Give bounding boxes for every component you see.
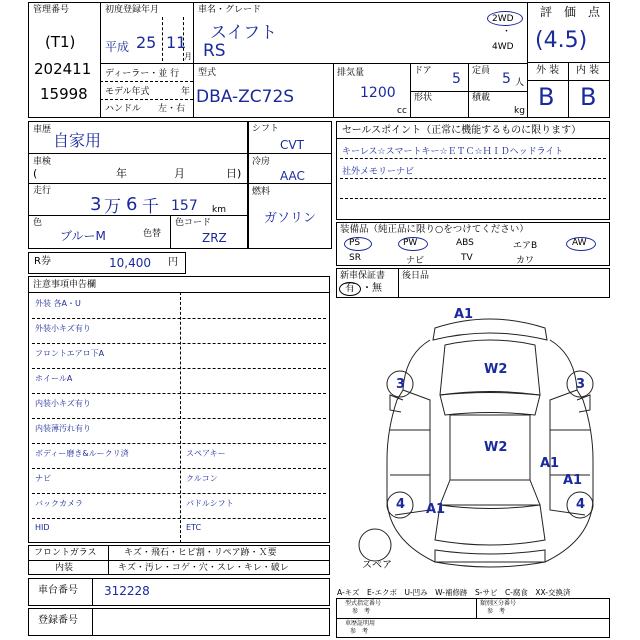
later-label: 後日品 (402, 271, 430, 281)
mgmt-label: 管理番号 (33, 5, 70, 15)
dealer-label: ディーラー・並 行 (105, 69, 180, 79)
score-label: 評 価 点 (540, 5, 601, 19)
footer-class-label: 類別区分番号 (480, 600, 517, 607)
note-right-8: パドルシフト (186, 499, 234, 508)
plate-label: 登録番号 (38, 615, 78, 626)
color-code-label: 色コード (175, 218, 212, 228)
warranty-label: 新車保証書 (340, 271, 386, 281)
mark-fr-tire: 3 (576, 377, 586, 392)
mileage-v1: 3 (90, 194, 102, 215)
sales-point-label: セールスポイント（正常に機能するものに限ります） (342, 125, 582, 136)
eq-ps: PS (349, 238, 361, 248)
displacement-label: 排気量 (337, 68, 365, 78)
mark-hood: W2 (484, 362, 508, 377)
capacity-value: 5 (502, 71, 511, 87)
drive-4wd: 4WD (492, 42, 514, 52)
recycle-value: 10,400 (109, 256, 151, 270)
legend: A-キズ E-エクボ U-凹み W-補修跡 S-サビ C-腐食 XX-交換済 (337, 588, 571, 597)
recycle-label: R券 (34, 256, 51, 267)
reg-month: 11 (166, 33, 187, 52)
footer-cert-label: 型式指定番号 (345, 600, 382, 607)
mark-roof: W2 (484, 440, 508, 455)
shape-label: 形状 (414, 93, 433, 103)
reg-era: 平成 (105, 40, 130, 54)
footer-cert-ref: 参 考 (352, 608, 371, 615)
doors-label: ドア (414, 66, 432, 76)
mgmt-num1: 202411 (34, 60, 92, 78)
mileage-label: 走行 (33, 186, 52, 196)
note-left-0: 外装 各A・U (35, 299, 81, 308)
model-year-unit: 年 (181, 87, 191, 97)
note-left-9: HID (35, 523, 50, 532)
eq-pw: PW (403, 238, 418, 248)
car-diagram (335, 300, 610, 585)
note-left-5: 内装薄汚れ有り (35, 424, 91, 433)
note-right-9: ETC (186, 523, 202, 532)
type-value: DBA-ZC72S (196, 87, 295, 107)
score-int-label: 内 装 (576, 65, 600, 76)
sales-point-line2: 社外メモリーナビ (342, 167, 415, 177)
ac-label: 冷房 (252, 157, 271, 167)
note-right-7: クルコン (186, 474, 218, 483)
sales-point-line1: キーレス☆スマートキー☆ＥＴＣ☆ＨＩＤヘッドライト (342, 147, 564, 157)
mileage-unit: km (212, 205, 226, 215)
score-ext: B (538, 83, 555, 111)
drive-dot: ・ (502, 27, 512, 37)
eq-sr: SR (349, 253, 361, 263)
reg-label: 初度登録年月 (105, 5, 160, 15)
note-left-3: ホイールA (35, 374, 73, 383)
reg-month-unit: 月 (184, 52, 192, 61)
displacement-value: 1200 (360, 85, 396, 101)
load-label: 積載 (472, 93, 491, 103)
interior-label: 内装 (55, 563, 74, 573)
footer-class-ref: 参 考 (487, 608, 506, 615)
shift-value: CVT (280, 138, 304, 152)
fuel-label: 燃料 (252, 187, 271, 197)
mark-rl-tire: 4 (396, 497, 406, 512)
warranty-rest: ・無 (362, 283, 382, 294)
usage-value: 自家用 (53, 131, 102, 150)
recycle-unit: 円 (168, 257, 178, 268)
usage-label: 車歴 (33, 125, 52, 135)
eq-leather: カワ (516, 256, 535, 266)
note-left-8: バックカメラ (35, 499, 83, 508)
front-glass-label: フロントガラス (34, 548, 97, 558)
inspection-label: 車検 (33, 157, 52, 167)
eq-abs: ABS (456, 238, 474, 248)
spare-label: スペア (362, 560, 392, 571)
shift-label: シフト (252, 124, 280, 134)
footer-reg-label: 車歴証明用 (345, 620, 376, 627)
car-name: スイフト (210, 23, 278, 43)
footer-reg-ref: 参 考 (350, 628, 369, 635)
mark-front: A1 (454, 307, 474, 322)
inspection-open: ( (33, 167, 38, 180)
ac-value: AAC (280, 169, 305, 183)
note-left-7: ナビ (35, 474, 51, 483)
fuel-value: ガソリン (264, 211, 317, 226)
doors-value: 5 (452, 71, 461, 87)
chassis-label: 車台番号 (38, 585, 78, 596)
color-label: 色 (33, 218, 43, 228)
drive-2wd: 2WD (492, 14, 514, 24)
color-change-label: 色替 (143, 229, 162, 239)
color-value: ブルーM (60, 229, 106, 243)
reg-year: 25 (136, 33, 157, 52)
note-left-4: 内装小キズ有り (35, 399, 91, 408)
notes-label: 注意事項申告欄 (33, 280, 97, 290)
color-code: ZRZ (202, 231, 227, 245)
warranty-yes: 有 (345, 283, 355, 294)
inspection-month: 月 (174, 167, 185, 180)
chassis-value: 312228 (104, 584, 150, 598)
mark-rear-left: A1 (426, 502, 446, 517)
eq-tv: TV (461, 253, 473, 263)
note-left-1: 外装小キズ有り (35, 324, 91, 333)
car-grade: RS (203, 41, 226, 61)
score-int: B (580, 83, 597, 111)
mileage-v3: 157 (171, 198, 198, 214)
score-value: (4.5) (535, 28, 588, 53)
handle-label: ハンドル (105, 104, 142, 114)
mark-rr-tire: 4 (576, 497, 586, 512)
inspection-day: 日) (226, 167, 242, 180)
recycle-frame (28, 252, 186, 274)
inspection-year: 年 (116, 167, 127, 180)
front-glass-options: キズ・飛石・ヒビ割・リペア跡・Ｘ要 (124, 548, 277, 558)
note-left-6: ボディー磨き&ルークリ済 (35, 449, 129, 458)
score-ext-label: 外 装 (536, 65, 560, 76)
mgmt-num2: 15998 (40, 85, 88, 103)
eq-navi: ナビ (406, 256, 425, 266)
handle-options: 左・右 (158, 104, 186, 114)
eq-airb: エアB (513, 241, 538, 251)
mileage-u2: 千 (142, 197, 159, 217)
mgmt-code: (T1) (45, 33, 76, 51)
eq-aw: AW (572, 238, 587, 248)
type-label: 型式 (198, 68, 217, 78)
interior-options: キズ・汚レ・コゲ・穴・スレ・キレ・破レ (118, 563, 289, 573)
mileage-u1: 万 (104, 197, 121, 217)
mark-rr-side: A1 (563, 473, 583, 488)
mark-rear-side: A1 (540, 456, 560, 471)
note-right-6: スペアキー (186, 449, 226, 458)
mark-fl-tire: 3 (396, 377, 406, 392)
model-year-label: モデル年式 (105, 87, 150, 97)
car-label: 車名・グレード (198, 5, 262, 15)
equipment-label: 装備品（純正品に限り○をつけてください） (340, 224, 529, 235)
load-unit: kg (514, 106, 525, 116)
note-left-2: フロントエアロ下A (35, 349, 105, 358)
displacement-unit: cc (397, 106, 407, 116)
capacity-unit: 人 (515, 78, 525, 88)
mileage-v2: 6 (126, 194, 138, 215)
capacity-label: 定員 (472, 66, 491, 76)
